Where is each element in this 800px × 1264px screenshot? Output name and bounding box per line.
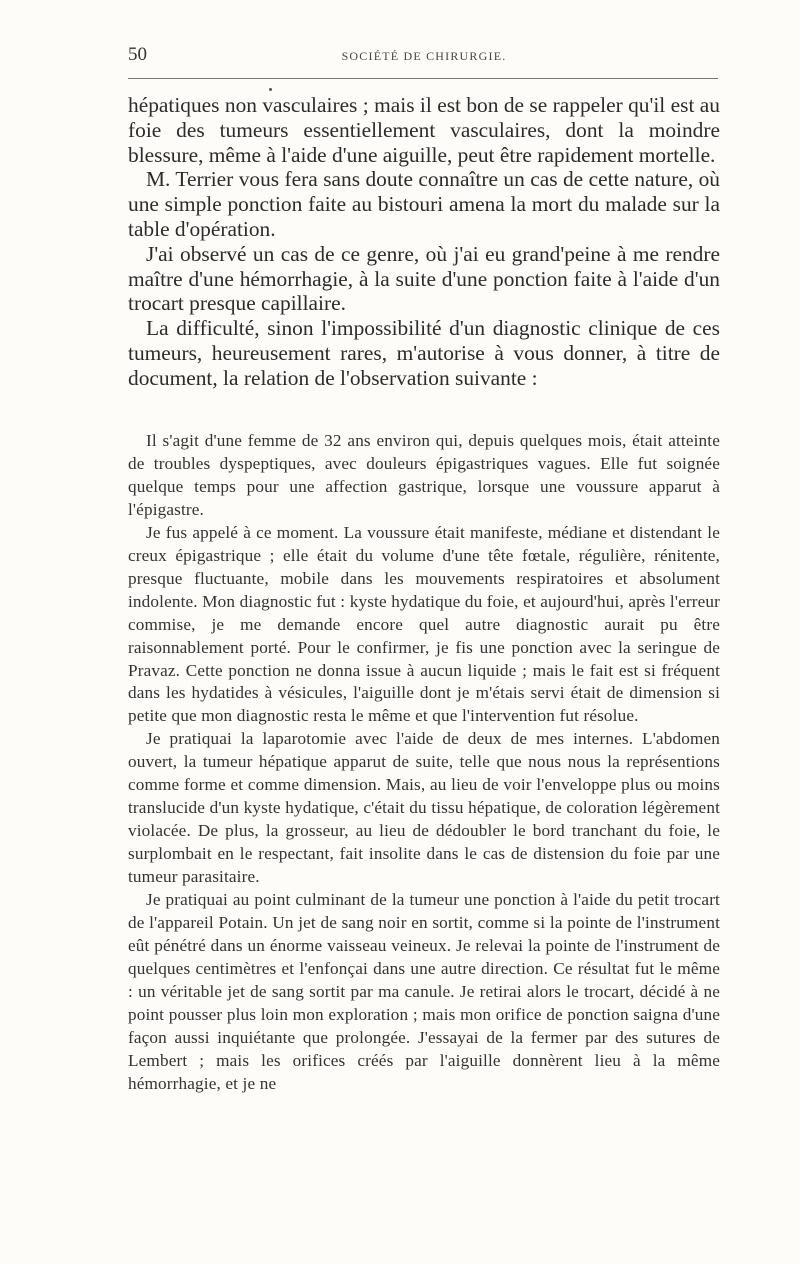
observation-paragraph: Je pratiquai au point culminant de la tumeur une ponction à l'aide du petit trocart de l'appareil Potain. Un jet de sang noir en sortit, comme si la pointe de l'instrument eût pénétré dans un énorme vaisseau veineux. Je relevai la pointe de l'instrument de quelques centimètres et l'enfonçai dans une autre direction. Ce résultat fut le même : un véritable jet de sang sortit par ma canule. Je retirai alors le trocart, décidé à ne point pousser plus loin mon exploration ; mais mon orifice de ponction saigna d'une façon aussi inquiétante que prolongée. J'essayai de la fermer par des sutures de Lembert ; mais les orifices créés par l'aiguille donnèrent lieu à la même hémorrhagie, et je ne <box>128 890 720 1093</box>
observation-paragraph: Je pratiquai la laparotomie avec l'aide de deux de mes internes. L'abdomen ouvert, la tumeur hépatique apparut de suite, telle que nous nous la représentions comme forme et comme dimension. Mais, au lieu de voir l'enveloppe plus ou moins translucide d'un kyste hydatique, c'était du tissu hépatique, de coloration légèrement violacée. De plus, la grosseur, au lieu de dédoubler le bord tranchant du foie, le surplombait en le respectant, fait insolite dans le cas de distension du foie par une tumeur parasitaire. <box>128 729 720 887</box>
page-number: 50 <box>128 44 147 65</box>
running-title: SOCIÉTÉ DE CHIRURGIE. <box>341 49 507 63</box>
observation-text <box>128 430 720 1096</box>
header-rule <box>128 78 718 79</box>
ink-speck <box>269 88 272 91</box>
observation-paragraph: Je fus appelé à ce moment. La voussure était manifeste, médiane et distendant le creux épigastrique ; elle était du volume d'une tête fœtale, régulière, rénitente, presque fluctuante, mobile dans les mouvements respiratoires et absolument indolente. Mon diagnostic fut : kyste hydatique du foie, et aujourd'hui, après l'erreur commise, je me demande encore quel autre diagnostic aurait pu être raisonnablement porté. Pour le confirmer, je fis une ponction avec la seringue de Pravaz. Cette ponction ne donna issue à aucun liquide ; mais le fait est si fréquent dans les hydatides à vésicules, l'aiguille dont je m'étais servi était de dimension si petite que mon diagnostic resta le même et que l'intervention fut résolue. <box>128 522 720 726</box>
paragraph: J'ai observé un cas de ce genre, où j'ai eu grand'peine à me rendre maître d'une hémorrhagie, à la suite d'une ponction faite à l'aide d'un trocart presque capillaire. <box>128 241 720 316</box>
paragraph: hépatiques non vasculaires ; mais il est bon de se rappeler qu'il est au foie des tumeurs essentiellement vasculaires, dont la moindre blessure, même à l'aide d'une aiguille, peut être rapidement mortelle. <box>128 93 720 167</box>
main-text <box>128 93 720 391</box>
page-header <box>128 44 720 74</box>
paragraph: La difficulté, sinon l'impossibilité d'un diagnostic clinique de ces tumeurs, heureusement rares, m'autorise à vous donner, à titre de document, la relation de l'observation suivante : <box>128 316 720 390</box>
paragraph: M. Terrier vous fera sans doute connaître un cas de cette nature, où une simple ponction faite au bistouri amena la mort du malade sur la table d'opération. <box>128 167 720 241</box>
observation-paragraph: Il s'agit d'une femme de 32 ans environ qui, depuis quelques mois, était atteinte de troubles dyspeptiques, avec douleurs épigastriques vagues. Elle fut soignée quelque temps pour une affection gastrique, lorsque une voussure apparut à l'épigastre. <box>128 431 720 519</box>
